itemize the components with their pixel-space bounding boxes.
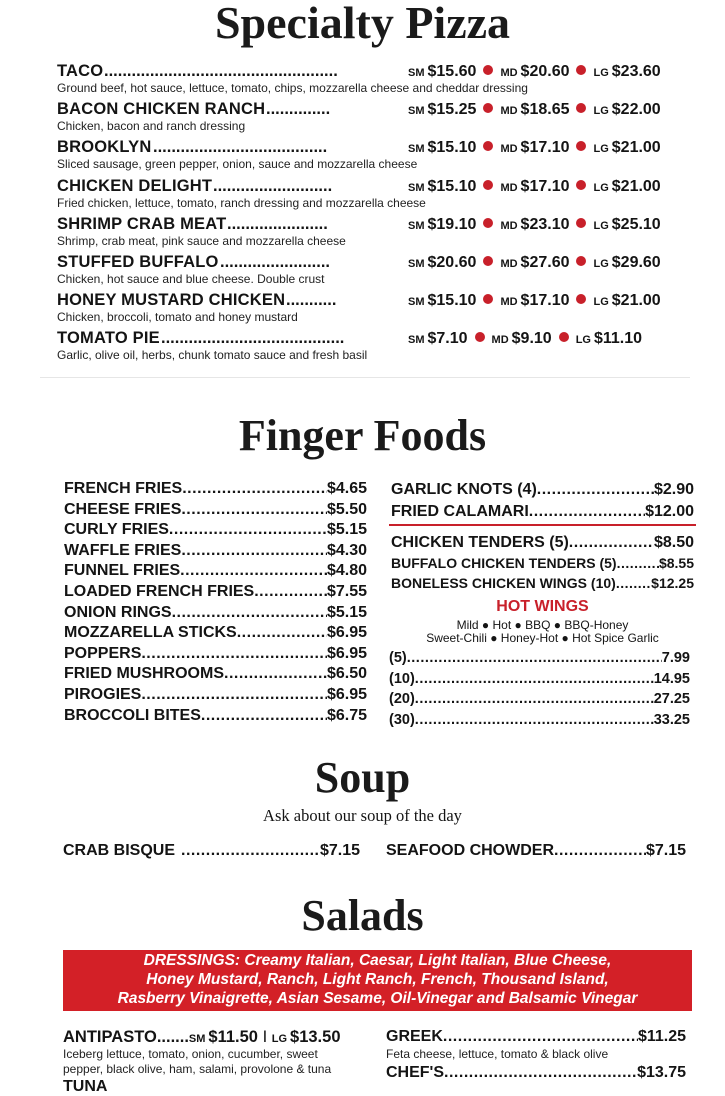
size-label-md: MD	[500, 105, 518, 118]
size-label-sm: SM	[408, 258, 425, 270]
menu-item	[64, 501, 367, 521]
item-description: Ground beef, hot sauce, lettuce, tomato, chips, mozzarella cheese and cheddar dressing	[57, 81, 528, 95]
menu-item	[64, 604, 367, 624]
item-name: LOADED FRENCH FRIES	[64, 583, 255, 600]
wing-price: 27.25	[653, 691, 690, 707]
item-name: HONEY MUSTARD CHICKEN	[57, 291, 286, 310]
item-name: TOMATO PIE	[57, 329, 160, 348]
item-price: $8.50	[653, 534, 694, 551]
item-prices	[408, 254, 661, 272]
leader-dots: ........................	[220, 253, 331, 271]
wing-price: 7.99	[661, 650, 690, 666]
size-label-md: MD	[500, 296, 518, 309]
pizza-item	[57, 329, 697, 367]
size-label-sm: SM	[408, 219, 425, 232]
size-label-lg: LG	[593, 258, 609, 270]
item-price: $7.15	[645, 842, 686, 859]
leader-dots	[201, 707, 327, 727]
item-prices	[408, 63, 661, 81]
price-sm: $20.60	[427, 254, 477, 271]
size-label-lg: LG	[593, 219, 609, 232]
greek-description: Feta cheese, lettuce, tomato & black olive	[386, 1047, 609, 1061]
size-label-sm: SM	[408, 181, 425, 194]
price-lg: $29.60	[611, 254, 661, 271]
red-bullet-icon	[475, 332, 485, 342]
price-md: $23.10	[520, 215, 570, 233]
size-label-md: MD	[491, 334, 509, 347]
wing-price: 33.25	[653, 711, 690, 728]
size-label-lg: LG	[593, 67, 609, 79]
item-price: $6.95	[326, 624, 367, 642]
item-price: $6.50	[326, 665, 367, 683]
price-lg: $11.10	[593, 330, 643, 348]
menu-item	[64, 542, 367, 562]
hot-wings-price-row	[389, 712, 690, 732]
menu-item	[64, 562, 367, 582]
menu-item-antipasto	[63, 1028, 341, 1047]
menu-item-crab-bisque	[63, 842, 360, 862]
leader-dots	[237, 624, 327, 644]
section-title-salads: Salads	[301, 891, 424, 940]
item-name: FRENCH FRIES	[64, 480, 183, 497]
size-label-lg: LG	[575, 334, 591, 347]
item-description: Sliced sausage, green pepper, onion, sauce and mozzarella cheese	[57, 157, 418, 172]
leader-dots: ..............	[266, 100, 331, 119]
wing-price: 14.95	[653, 670, 690, 687]
size-label-sm: SM	[408, 143, 425, 156]
menu-item	[391, 481, 694, 501]
item-prices	[408, 292, 661, 310]
leader-dots	[616, 575, 651, 595]
item-description: Chicken, bacon and ranch dressing	[57, 119, 246, 134]
item-name: BONELESS CHICKEN WINGS (10)	[391, 575, 616, 591]
divider	[40, 377, 690, 378]
price-sm: $15.25	[427, 101, 477, 119]
item-description: Garlic, olive oil, herbs, chunk tomato sauce and fresh basil	[57, 348, 368, 363]
item-price: $4.65	[326, 480, 367, 497]
hot-wings-price-row	[389, 671, 690, 691]
item-name: SEAFOOD CHOWDER	[386, 842, 554, 859]
price-sm: $15.10	[427, 139, 477, 157]
menu-item	[64, 686, 367, 706]
size-label-sm: SM	[188, 1033, 206, 1045]
item-price: $4.30	[326, 541, 367, 559]
item-price: $5.15	[326, 603, 367, 621]
section-title-soup: Soup	[314, 753, 411, 802]
size-label-sm: SM	[408, 105, 425, 118]
item-name: BUFFALO CHICKEN TENDERS (5)	[391, 554, 617, 571]
item-description: Chicken, broccoli, tomato and honey mustard	[57, 310, 298, 325]
leader-dots	[180, 562, 327, 582]
leader-dots: ........................................	[161, 329, 345, 348]
item-price: $7.15	[319, 842, 360, 859]
leader-dots	[181, 501, 327, 521]
menu-item-greek	[386, 1028, 686, 1048]
size-label-md: MD	[500, 219, 518, 232]
dressings-banner	[63, 950, 692, 1011]
antipasto-description-1: Iceberg lettuce, tomato, onion, cucumber, sweet	[63, 1047, 318, 1061]
leader-dots	[415, 712, 654, 732]
item-name: MOZZARELLA STICKS	[64, 624, 237, 642]
item-name: TACO	[57, 62, 104, 80]
leader-dots	[181, 542, 327, 562]
pizza-item	[57, 177, 697, 215]
price-sm: $7.10	[427, 330, 468, 348]
item-name: STUFFED BUFFALO	[57, 253, 219, 271]
price-sm: $19.10	[427, 215, 477, 233]
price-md: $17.10	[520, 177, 570, 195]
price-md: $27.60	[520, 254, 570, 271]
leader-dots: .......	[156, 1028, 189, 1046]
item-prices	[408, 101, 661, 119]
leader-dots	[407, 650, 662, 670]
item-name: FRIED CALAMARI	[391, 503, 529, 520]
size-label-lg: LG	[593, 143, 609, 156]
size-label-lg: LG	[593, 105, 609, 118]
leader-dots	[141, 645, 327, 665]
item-price: $13.75	[637, 1064, 686, 1081]
pizza-item	[57, 291, 697, 329]
leader-dots	[224, 665, 327, 685]
price-sm: $15.60	[427, 63, 477, 80]
item-price: $5.50	[326, 500, 367, 518]
price-lg: $23.60	[611, 63, 661, 80]
item-prices	[408, 178, 661, 196]
price-md: $18.65	[520, 101, 570, 119]
leader-dots: ......................................	[153, 138, 328, 157]
price-lg: $21.00	[611, 177, 661, 195]
leader-dots	[141, 686, 327, 706]
menu-item	[64, 645, 367, 665]
item-name: GREEK	[386, 1028, 443, 1045]
price-sm: $15.10	[427, 292, 477, 310]
antipasto-description-2: pepper, black olive, ham, salami, provolone & tuna	[63, 1062, 332, 1076]
wing-quantity: (30)	[389, 711, 415, 728]
item-name: ANTIPASTO	[63, 1028, 157, 1046]
price-lg: $13.50	[290, 1028, 341, 1046]
price-lg: $21.00	[611, 139, 661, 157]
pizza-item	[57, 215, 697, 253]
leader-dots: ...........	[286, 291, 337, 310]
menu-item	[64, 707, 367, 727]
red-bullet-icon	[576, 65, 586, 75]
menu-item-chefs	[386, 1064, 686, 1084]
pizza-item	[57, 62, 697, 100]
hot-wings-flavors-line-1: Mild ● Hot ● BBQ ● BBQ-Honey	[456, 618, 629, 632]
leader-dots	[529, 503, 645, 523]
red-bullet-icon	[576, 218, 586, 228]
item-description: Chicken, hot sauce and blue cheese. Double crust	[57, 272, 325, 286]
item-price: $12.00	[645, 503, 694, 520]
red-bullet-icon	[576, 256, 586, 266]
menu-item	[64, 521, 367, 541]
item-price: $6.95	[326, 644, 367, 662]
item-price: $6.95	[326, 686, 367, 703]
item-price: $6.75	[326, 706, 367, 724]
item-prices	[408, 139, 661, 157]
menu-item	[391, 575, 694, 595]
item-name: CRAB BISQUE	[63, 842, 176, 859]
leader-dots	[537, 481, 654, 501]
item-prices	[408, 216, 661, 234]
leader-dots: ......................	[227, 214, 328, 233]
item-price: $4.80	[326, 562, 367, 580]
red-bullet-icon	[576, 294, 586, 304]
red-bullet-icon	[483, 294, 493, 304]
size-label-sm: SM	[408, 296, 425, 309]
wing-quantity: (10)	[389, 670, 415, 687]
hot-wings-flavors-line-2: Sweet-Chili ● Honey-Hot ● Hot Spice Garlic	[426, 631, 659, 645]
section-title-specialty-pizza: Specialty Pizza	[214, 0, 511, 48]
red-bullet-icon	[483, 180, 493, 190]
item-prices	[408, 330, 642, 348]
menu-item-seafood-chowder	[386, 842, 686, 862]
item-price: $12.25	[651, 575, 694, 591]
item-name: ONION RINGS	[64, 603, 172, 621]
hot-wings-price-row	[389, 691, 690, 711]
leader-dots	[172, 604, 327, 624]
dressings-line-1: DRESSINGS: Creamy Italian, Caesar, Light Italian, Blue Cheese,	[143, 952, 612, 969]
price-md: $20.60	[520, 63, 570, 80]
menu-item	[391, 534, 694, 554]
wing-quantity: (20)	[389, 691, 415, 707]
size-label-sm: SM	[408, 67, 425, 79]
leader-dots	[169, 521, 327, 541]
price-sm: $11.50	[208, 1028, 258, 1046]
size-label-md: MD	[500, 181, 518, 194]
size-label-md: MD	[500, 67, 518, 79]
red-bullet-icon	[576, 103, 586, 113]
item-price: $8.55	[658, 554, 694, 571]
menu-item	[64, 480, 367, 500]
item-description: Fried chicken, lettuce, tomato, ranch dressing and mozzarella cheese	[57, 195, 426, 210]
section-title-finger-foods: Finger Foods	[238, 411, 487, 460]
red-bullet-icon	[576, 180, 586, 190]
size-label-md: MD	[500, 143, 518, 156]
menu-item-tuna: TUNA	[63, 1078, 108, 1095]
item-price: $5.15	[326, 521, 367, 539]
red-divider	[389, 524, 696, 526]
leader-dots: ...................................................	[104, 62, 338, 80]
menu-item	[391, 555, 694, 575]
price-lg: $25.10	[611, 215, 661, 233]
item-price: $11.25	[637, 1028, 686, 1045]
item-name: CHEF'S	[386, 1064, 445, 1081]
price-lg: $21.00	[611, 292, 661, 310]
item-name: WAFFLE FRIES	[64, 541, 182, 559]
price-lg: $22.00	[611, 101, 661, 119]
separator: I	[262, 1028, 268, 1046]
menu-item	[64, 665, 367, 685]
price-md: $17.10	[520, 292, 570, 310]
red-bullet-icon	[559, 332, 569, 342]
leader-dots	[182, 480, 327, 500]
pizza-item	[57, 253, 697, 291]
dressings-line-3: Rasberry Vinaigrette, Asian Sesame, Oil-Vinegar and Balsamic Vinegar	[117, 990, 638, 1007]
red-bullet-icon	[483, 65, 493, 75]
leader-dots	[617, 555, 659, 575]
red-bullet-icon	[576, 141, 586, 151]
item-name: PIROGIES	[64, 686, 142, 703]
price-md: $9.10	[511, 330, 552, 348]
size-label-lg: LG	[593, 181, 609, 194]
hot-wings-price-row	[389, 650, 690, 670]
dressings-line-2: Honey Mustard, Ranch, Light Ranch, French, Thousand Island,	[146, 971, 609, 988]
leader-dots	[415, 691, 654, 711]
item-name: SHRIMP CRAB MEAT	[57, 214, 227, 233]
pizza-item	[57, 138, 697, 176]
red-bullet-icon	[483, 218, 493, 228]
item-price: $7.55	[326, 583, 367, 600]
pizza-item	[57, 100, 697, 138]
menu-item	[64, 624, 367, 644]
leader-dots	[254, 583, 327, 603]
size-label-lg: LG	[271, 1033, 288, 1045]
red-bullet-icon	[483, 141, 493, 151]
red-bullet-icon	[483, 103, 493, 113]
leader-dots: ..........................	[213, 176, 333, 195]
menu-item	[64, 583, 367, 603]
item-name: FRIED MUSHROOMS	[64, 665, 224, 683]
item-name: CHICKEN DELIGHT	[57, 176, 213, 195]
menu-item	[391, 503, 694, 523]
item-price: $2.90	[653, 481, 694, 498]
wing-quantity: (5)	[389, 650, 407, 666]
price-sm: $15.10	[427, 177, 477, 195]
leader-dots	[569, 534, 654, 554]
size-label-lg: LG	[593, 296, 609, 309]
size-label-md: MD	[500, 258, 518, 270]
item-name: GARLIC KNOTS (4)	[391, 481, 537, 498]
price-md: $17.10	[520, 139, 570, 157]
item-description: Shrimp, crab meat, pink sauce and mozzarella cheese	[57, 233, 346, 248]
item-name: POPPERS	[64, 644, 142, 662]
hot-wings-title: HOT WINGS	[496, 598, 589, 615]
item-name: FUNNEL FRIES	[64, 562, 181, 580]
item-name: CHICKEN TENDERS (5)	[391, 534, 569, 551]
size-label-sm: SM	[408, 334, 425, 347]
item-name: BROOKLYN	[57, 138, 152, 157]
leader-dots	[415, 671, 654, 691]
item-name: CHEESE FRIES	[64, 500, 182, 518]
item-name: BROCCOLI BITES	[64, 706, 201, 724]
item-name: BACON CHICKEN RANCH	[57, 100, 266, 119]
red-bullet-icon	[483, 256, 493, 266]
item-name: CURLY FRIES	[64, 521, 169, 539]
soup-of-the-day-note: Ask about our soup of the day	[263, 806, 462, 825]
